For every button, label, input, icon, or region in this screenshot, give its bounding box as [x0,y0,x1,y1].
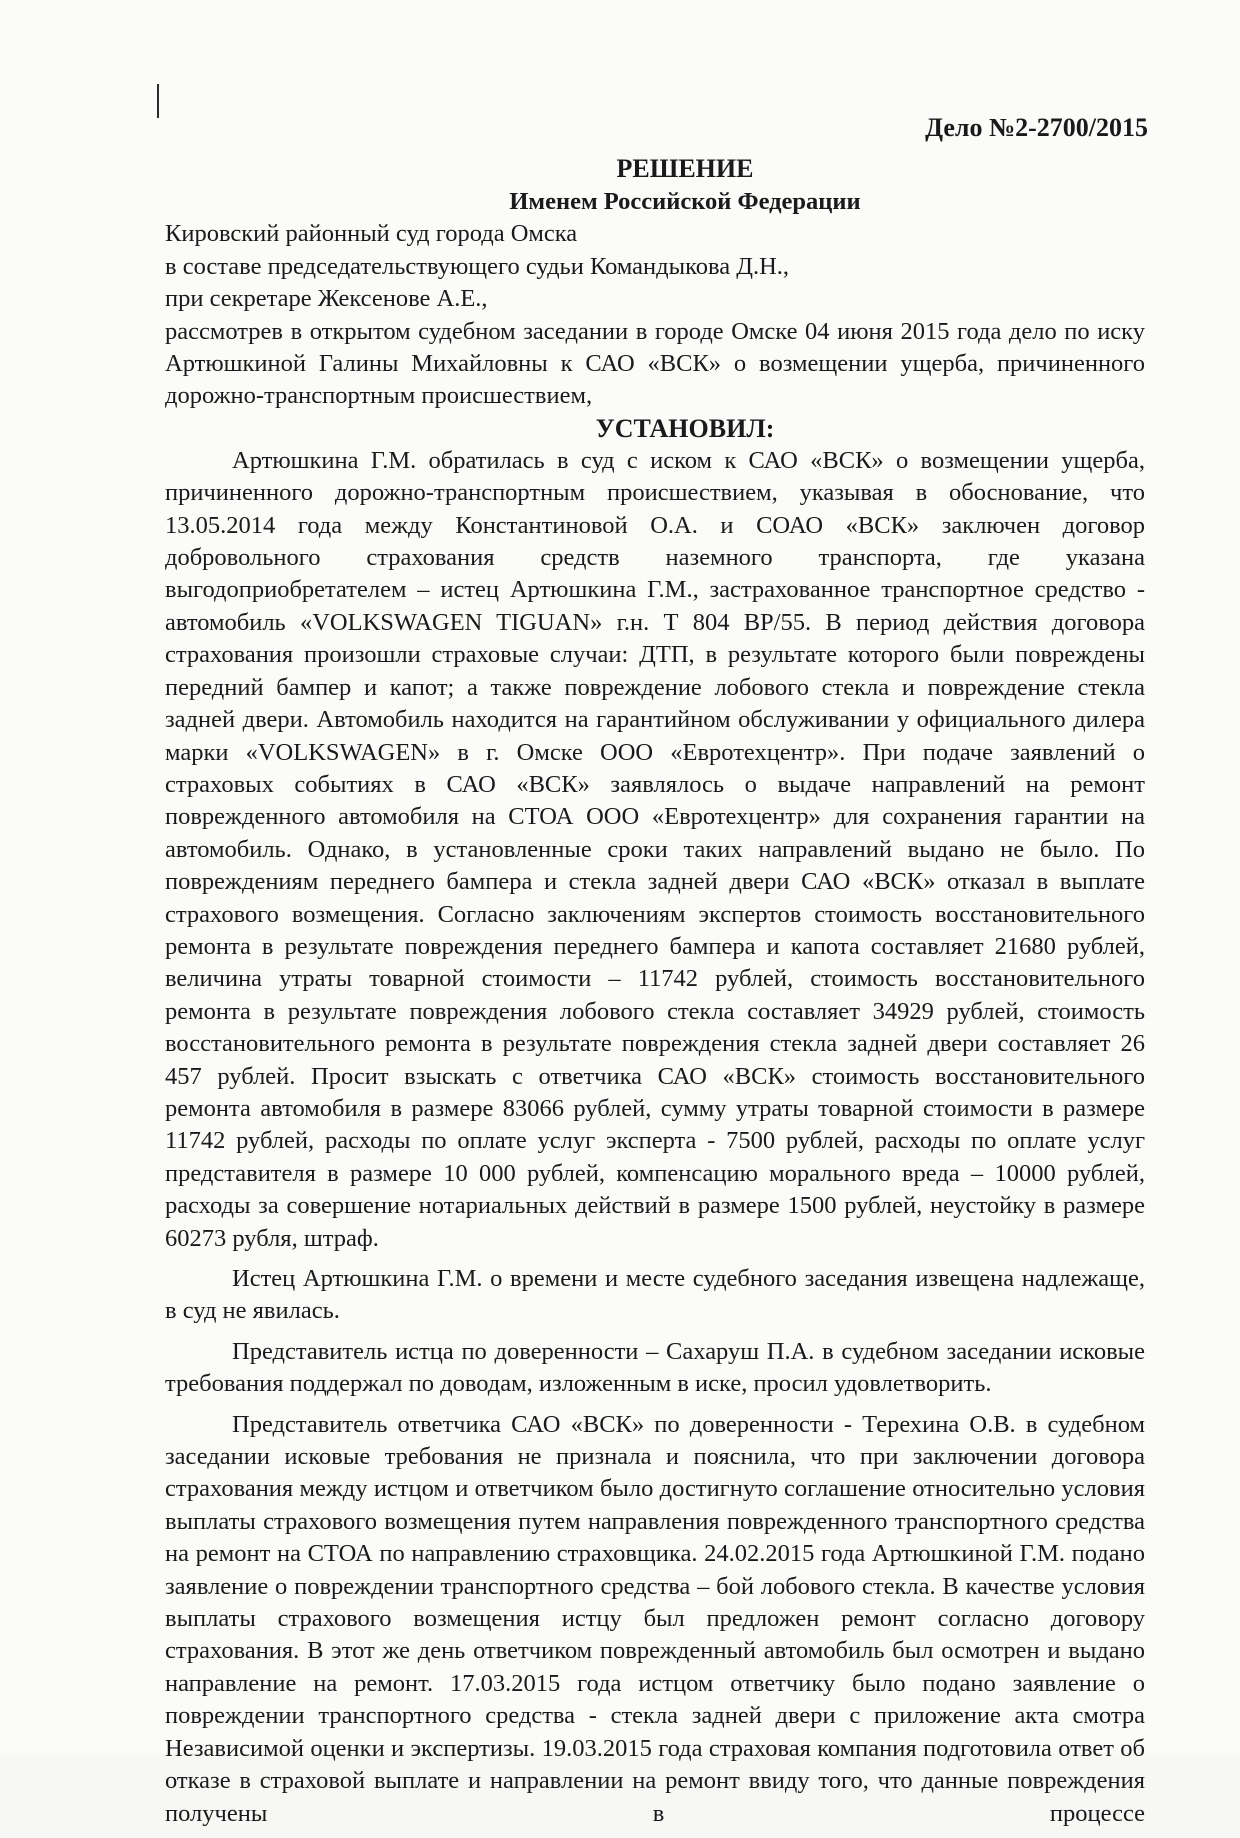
document-body [165,112,1148,1838]
paragraph-plaintiff: Истец Артюшкина Г.М. о времени и месте судебного заседания извещена надлежаще, в суд не явилась. [165,1265,1145,1325]
paragraph-plaintiff-representative: Представитель истца по доверенности – Сахаруш П.А. в судебном заседании исковые требования поддержал по доводам, изложенным в иске, просил удовлетворить. [165,1337,1145,1398]
section-heading: УСТАНОВИЛ: [595,413,775,443]
paragraph-claim: Артюшкина Г.М. обратилась в суд с иском к САО «ВСК» о возмещении ущерба, причиненного дорожно-транспортным происшествием, указывая в обоснование, что 13.05.2014 года между Константиновой О.А. и СОАО «ВСК» заключен договор добровольного страхования средств наземного транспорта, где указана выгодоприобретателем – истец Артюшкина Г.М., застрахованное транспортное средство - автомобиль «VOLKSWAGEN TIGUAN» г.н. Т 804 ВР/55. В период действия договора страхования произошли страховые случаи: ДТП, в результате которого были повреждены передний бампер и капот; а также повреждение лобового стекла и повреждение стекла задней двери. Автомобиль находится на гарантийном обслуживании у официального дилера марки «VOLKSWAGEN» в г. Омске ООО «Евротехцентр». При подаче заявлений о страховых событиях в САО «ВСК» заявлялось о выдаче направлений на ремонт поврежденного автомобиля на СТОА ООО «Евротехцентр» для сохранения гарантии на автомобиль. Однако, в установленные сроки таких направлений выдано не было. По повреждениям переднего бампера и стекла задней двери САО «ВСК» отказал в выплате страхового возмещения. Согласно заключениям экспертов стоимость восстановительного ремонта в результате повреждения переднего бампера и капота составляет 21680 рублей, величина утраты товарной стоимости – 11742 рублей, стоимость восстановительного ремонта в результате повреждения лобового стекла составляет 34929 рублей, стоимость восстановительного ремонта в результате повреждения стекла задней двери составляет 26 457 рублей. Просит взыскать с ответчика САО «ВСК» стоимость восстановительного ремонта автомобиля в размере 83066 рублей, сумму утраты товарной стоимости в размере 11742 рублей, расходы по оплате услуг эксперта - 7500 рублей, расходы по оплате услуг представителя в размере 10 000 рублей, компенсацию морального вреда – 10000 рублей, расходы за совершение нотариальных действий в размере 1500 рублей, неустойку в размере 60273 рубля, штраф. [165,446,1145,1252]
secretary-line: при секретаре Жексенове А.Е., [165,285,488,313]
case-description: рассмотрев в открытом судебном заседании в городе Омске 04 июня 2015 года дело по иску Артюшкиной Галины Михайловны к САО «ВСК» о возмещении ущерба, причиненного дорожно-транспортным происшествием, [165,317,1145,410]
paragraph-defendant-representative: Представитель ответчика САО «ВСК» по доверенности - Терехина О.В. в судебном заседании исковые требования не признала и пояснила, что при заключении договора страхования между истцом и ответчиком было достигнуто соглашение относительно условия выплаты страхового возмещения путем направления поврежденного транспортного средства на ремонт на СТОА по направлению страховщика. 24.02.2015 года Артюшкиной Г.М. подано заявление о повреждении транспортного средства – бой лобового стекла. В качестве условия выплаты страхового возмещения истцу был предложен ремонт согласно договору страхования. В этот же день ответчиком поврежденный автомобиль был осмотрен и выдано направление на ремонт. 17.03.2015 года истцом ответчику было подано заявление о повреждении транспортного средства - стекла задней двери с приложение акта смотра Независимой оценки и экспертизы. 19.03.2015 года страховая компания подготовила ответ об отказе в страховой выплате и направлении на ремонт ввиду того, что данные повреждения получены в процессе [165,1410,1145,1827]
intro-block [165,218,1145,412]
document-title: РЕШЕНИЕ [616,154,754,184]
court-name: Кировский районный суд города Омска [165,220,578,248]
document-subtitle: Именем Российской Федерации [509,188,861,216]
scan-margin-mark [157,84,159,118]
judge-line: в составе председательствующего судьи Командыкова Д.Н., [165,252,790,280]
case-number: Дело №2-2700/2015 [925,113,1148,142]
